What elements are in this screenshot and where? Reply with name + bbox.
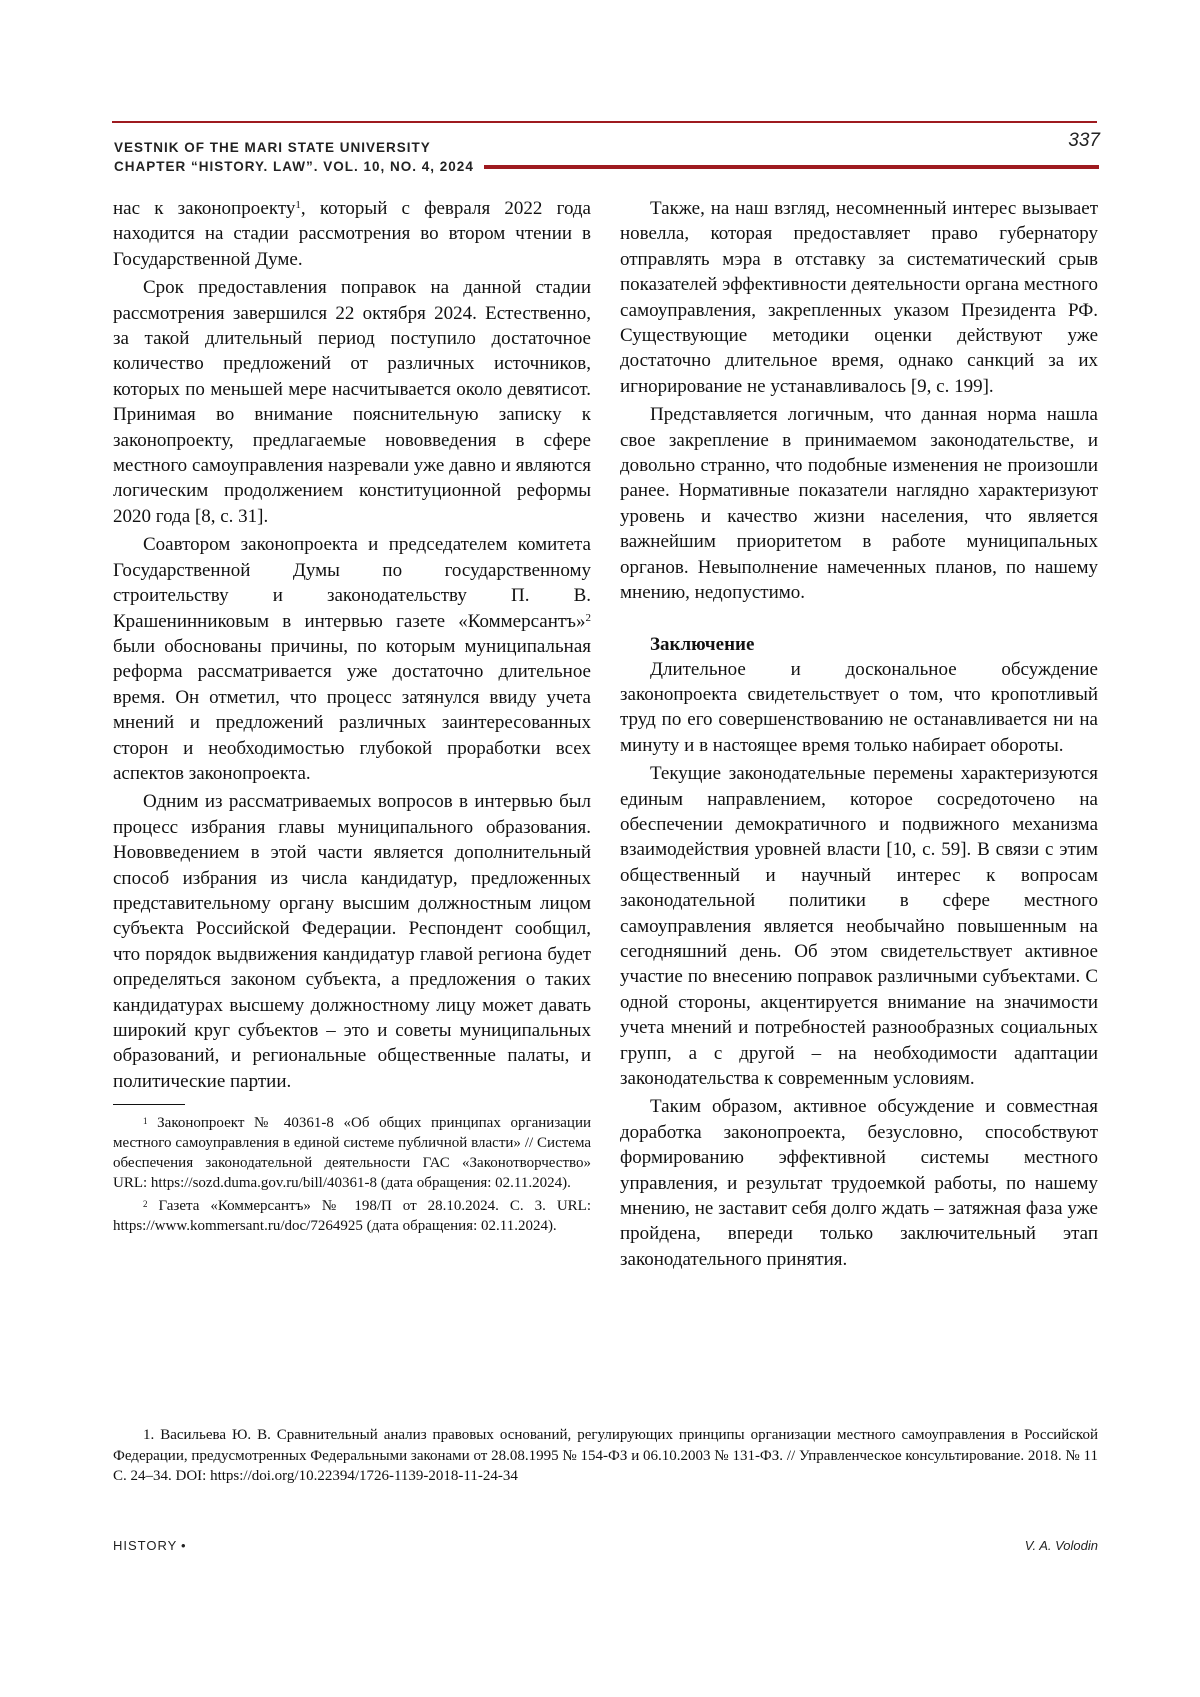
journal-title-line2: CHAPTER “HISTORY. LAW”. VOL. 10, NO. 4, 2024 <box>114 159 474 174</box>
footnote-ref[interactable]: 1 <box>295 199 301 211</box>
section-heading: Заключение <box>650 633 755 655</box>
header-rule <box>484 165 1099 169</box>
paragraph: Текущие законодательные перемены характеризуются единым направлением, которое сосредоточено на обеспечении демократичного и подвижного механизма взаимодействия уровней власти [10, с. 59]. В связи с этим общественный и научный интерес к вопросам законодательной политики в сфере местного самоуправления является необычайно повышенным на сегодняшний день. Об этом свидетельствует активное участие по внесению поправок различными субъектами. С одной стороны, акцентируется внимание на значимости учета мнений и потребностей разнообразных социальных групп, а с другой – на необходимости адаптации законодательства к современным условиям. <box>620 763 1098 1089</box>
paragraph: Соавтором законопроекта и председателем комитета Государственной Думы по государственному строительству и законодательству П. В. Крашенинниковым в интервью газете «Коммерсантъ»$^2$ были обоснованы причины, по которым муниципальная реформа рассматривается уже достаточно длительное время. Он отметил, что процесс затянулся ввиду учета мнений и предложений различных заинтересованных сторон и необходимостью глубокой проработки всех аспектов законопроекта. <box>113 534 591 784</box>
running-footer <box>113 1538 1098 1553</box>
paragraph: Также, на наш взгляд, несомненный интерес вызывает новелла, которая предоставляет право губернатору отправлять мэра в отставку за систематический срыв показателей эффективности деятельности органа местного самоуправления, закрепленных указом Президента РФ. Существующие методики оценки действуют уже достаточно длительное время, однако санкций за их игнорирование не устанавливалось [9, с. 199]. <box>620 198 1098 397</box>
reference-item: 1. Васильева Ю. В. Сравнительный анализ правовых оснований, регулирующих принципы организации местного самоуправления в Российской Федерации, предусмотренных Федеральными законами от 28.08.1995 № 154-ФЗ и 06.10.2003 № 131-ФЗ. // Управленческое консультирование. 2018. № 11 С. 24–34. DOI: https://doi.org/10.22394/1726-1139-2018-11-24-34 <box>113 1427 1098 1484</box>
right-column <box>620 196 1098 1272</box>
footnote: $^1$ Законопроект № 40361-8 «Об общих принципах организации местного самоуправления в единой системе публичной власти» // Система обеспечения законодательной деятельности ГАС «Законотворчество» URL: https://sozd.duma.gov.ru/bill/40361-8 (дата обращения: 02.11.2024). <box>113 1115 591 1192</box>
footnote-ref[interactable]: 2 <box>585 611 591 624</box>
bullet-icon: • <box>180 1538 186 1553</box>
reference-list <box>113 1425 1098 1487</box>
footnote: $^2$ Газета «Коммерсантъ» № 198/П от 28.10.2024. С. 3. URL: https://www.kommersant.ru/doc/7264925 (дата обращения: 02.11.2024). <box>113 1198 591 1235</box>
running-header <box>114 138 1099 176</box>
paragraph: Длительное и доскональное обсуждение законопроекта свидетельствует о том, что кропотливый труд по его совершенствованию не останавливается ни на минуту и в настоящее время только набирает обороты. <box>620 658 1098 756</box>
paragraph: Срок предоставления поправок на данной стадии рассмотрения завершился 22 октября 2024. Естественно, за такой длительный период поступило достаточное количество предложений от различных источников, которых по меньшей мере насчитывается около девятисот. Принимая во внимание пояснительную записку к законопроекту, предлагаемые нововведения в сфере местного самоуправления назревали уже давно и являются логическим продолжением конституционной реформы 2020 года [8, с. 31]. <box>113 277 591 527</box>
paragraph: нас к законопроекту$^1$, который с февраля 2022 года находится на стадии рассмотрения во втором чтении в Государственной Думе. <box>113 198 591 270</box>
paragraph: Одним из рассматриваемых вопросов в интервью был процесс избрания главы муниципального образования. Нововведением в этой части является дополнительный способ избрания из числа кандидатур, предложенных представительному органу высшим должностным лицом субъекта Российской Федерации. Респондент сообщил, что порядок выдвижения кандидатур главой региона будет определяться законом субъекта, а предложения о таких кандидатурах высшему должностному лицу может давать широкий круг субъектов – это и советы муниципальных образований, и региональные общественные палаты, и политические партии. <box>113 791 591 1092</box>
paragraph: Таким образом, активное обсуждение и совместная доработка законопроекта, безусловно, способствуют формированию эффективной системы местного управления, и результат трудоемкой работы, по нашему мнению, не заставит себя долго ждать – затяжная фаза уже пройдена, впереди только заключительный этап законодательного принятия. <box>620 1096 1098 1270</box>
section-name: HISTORY <box>113 1538 178 1553</box>
left-column <box>113 196 591 1236</box>
journal-title-line1: VESTNIK OF THE MARI STATE UNIVERSITY <box>114 140 431 155</box>
header-top-rule <box>112 121 1097 123</box>
page-number: 337 <box>1068 130 1100 151</box>
paragraph: Представляется логичным, что данная норма нашла свое закрепление в принимаемом законодательстве, и довольно странно, что подобные изменения не произошли ранее. Нормативные показатели наглядно характеризуют уровень и качество жизни населения, что является важнейшим приоритетом в работе муниципальных органов. Невыполнение намеченных планов, по нашему мнению, недопустимо. <box>620 404 1098 604</box>
footnote-divider <box>113 1104 185 1105</box>
author-name: V. A. Volodin <box>1024 1538 1098 1553</box>
